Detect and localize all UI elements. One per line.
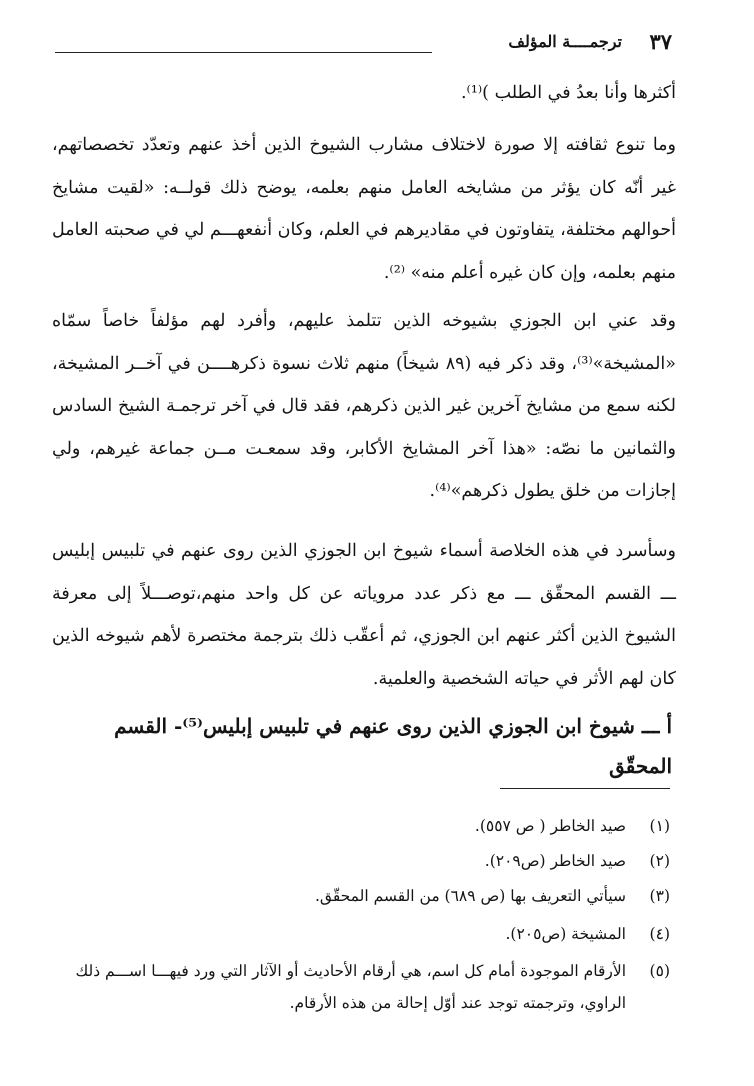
footnote-separator: [500, 788, 670, 789]
footnote-2: [58, 845, 670, 877]
running-header: [55, 26, 672, 60]
footnote-number: (٤): [649, 925, 670, 943]
footnote-5: [58, 955, 670, 1019]
paragraph-4: وسأسرد في هذه الخلاصة أسماء شيوخ ابن الجوزي الذين روى عنهم في تلبيس إبليس ـــ القسم المحقّق ـــ مع ذكر عدد مروياته عن كل واحد منهم،توصـــلاً إلى معرفة الشيوخ الذين أكثر عنهم ابن الجوزي، ثم أعقّب ذلك بترجمة مختصرة لأهم شيوخه الذين كان لهم الأثر في حياته الشخصية والعلمية.: [52, 541, 676, 689]
footnote-text: المشيخة (ص٢٠٥).: [505, 925, 626, 943]
footnote-4: [58, 918, 670, 950]
paragraph-2: وما تنوع ثقافته إلا صورة لاختلاف مشارب الشيوخ الذين أخذ عنهم وتعدّد تخصصاتهم، غير أنّه كان يؤثر من مشايخه العامل منهم بعلمه، يوضح ذلك قولــه: «لقيت مشايخ أحوالهم مختلفة، يتفاوتون في مقاديرهم في العلم، وكان أنفعهـــم لي في صحبته العامل منهم بعلمه، وإن كان غيره أعلم منه» ⁽²⁾.: [52, 135, 676, 283]
footnote-number: (٥): [649, 962, 670, 980]
footnote-3: [58, 880, 670, 912]
footnote-number: (٢): [649, 852, 670, 870]
footnote-text: صيد الخاطر (ص٢٠٩).: [484, 852, 626, 870]
paragraph-3: وقد عني ابن الجوزي بشيوخه الذين تتلمذ عليهم، وأفرد لهم مؤلفاً خاصاً سمّاه «المشيخة»⁽³⁾، وقد ذكر فيه (٨٩ شيخاً) منهم ثلاث نسوة ذكرهــــن في آخــر المشيخة، لكنه سمع من مشايخ آخرين غير الذين ذكرهم، فقد قال في آخر ترجمـة الشيخ السادس والثمانين ما نصّه: «هذا آخر المشايخ الأكابر، وقد سمعـت مــن جماعة غيرهم، ولي إجازات من خلق يطول ذكرهم»⁽⁴⁾.: [52, 311, 676, 501]
running-title: ترجمــــة المؤلف: [508, 32, 622, 51]
paragraph-1: أكثرها وأنا بعدُ في الطلب )⁽¹⁾.: [460, 83, 676, 103]
page-number: ٣٧: [649, 29, 672, 54]
section-heading: أ ـــ شيوخ ابن الجوزي الذين روى عنهم في تلبيس إبليس⁽⁵⁾- القسم المحقّق: [114, 714, 672, 778]
header-rule: [55, 52, 432, 53]
footnote-text: سيأتي التعريف بها (ص ٦٨٩) من القسم المحقّق.: [314, 887, 626, 905]
footnote-number: (٣): [649, 887, 670, 905]
footnote-number: (١): [649, 817, 670, 835]
footnote-text: صيد الخاطر ( ص ٥٥٧).: [474, 817, 626, 835]
footnote-1: [58, 810, 670, 842]
footnote-text: الأرقام الموجودة أمام كل اسم، هي أرقام الأحاديث أو الآثار التي ورد فيهـــا اســـم ذلك الراوي، وترجمته توجد عند أوّل إحالة من هذه الأرقام.: [75, 962, 626, 1012]
